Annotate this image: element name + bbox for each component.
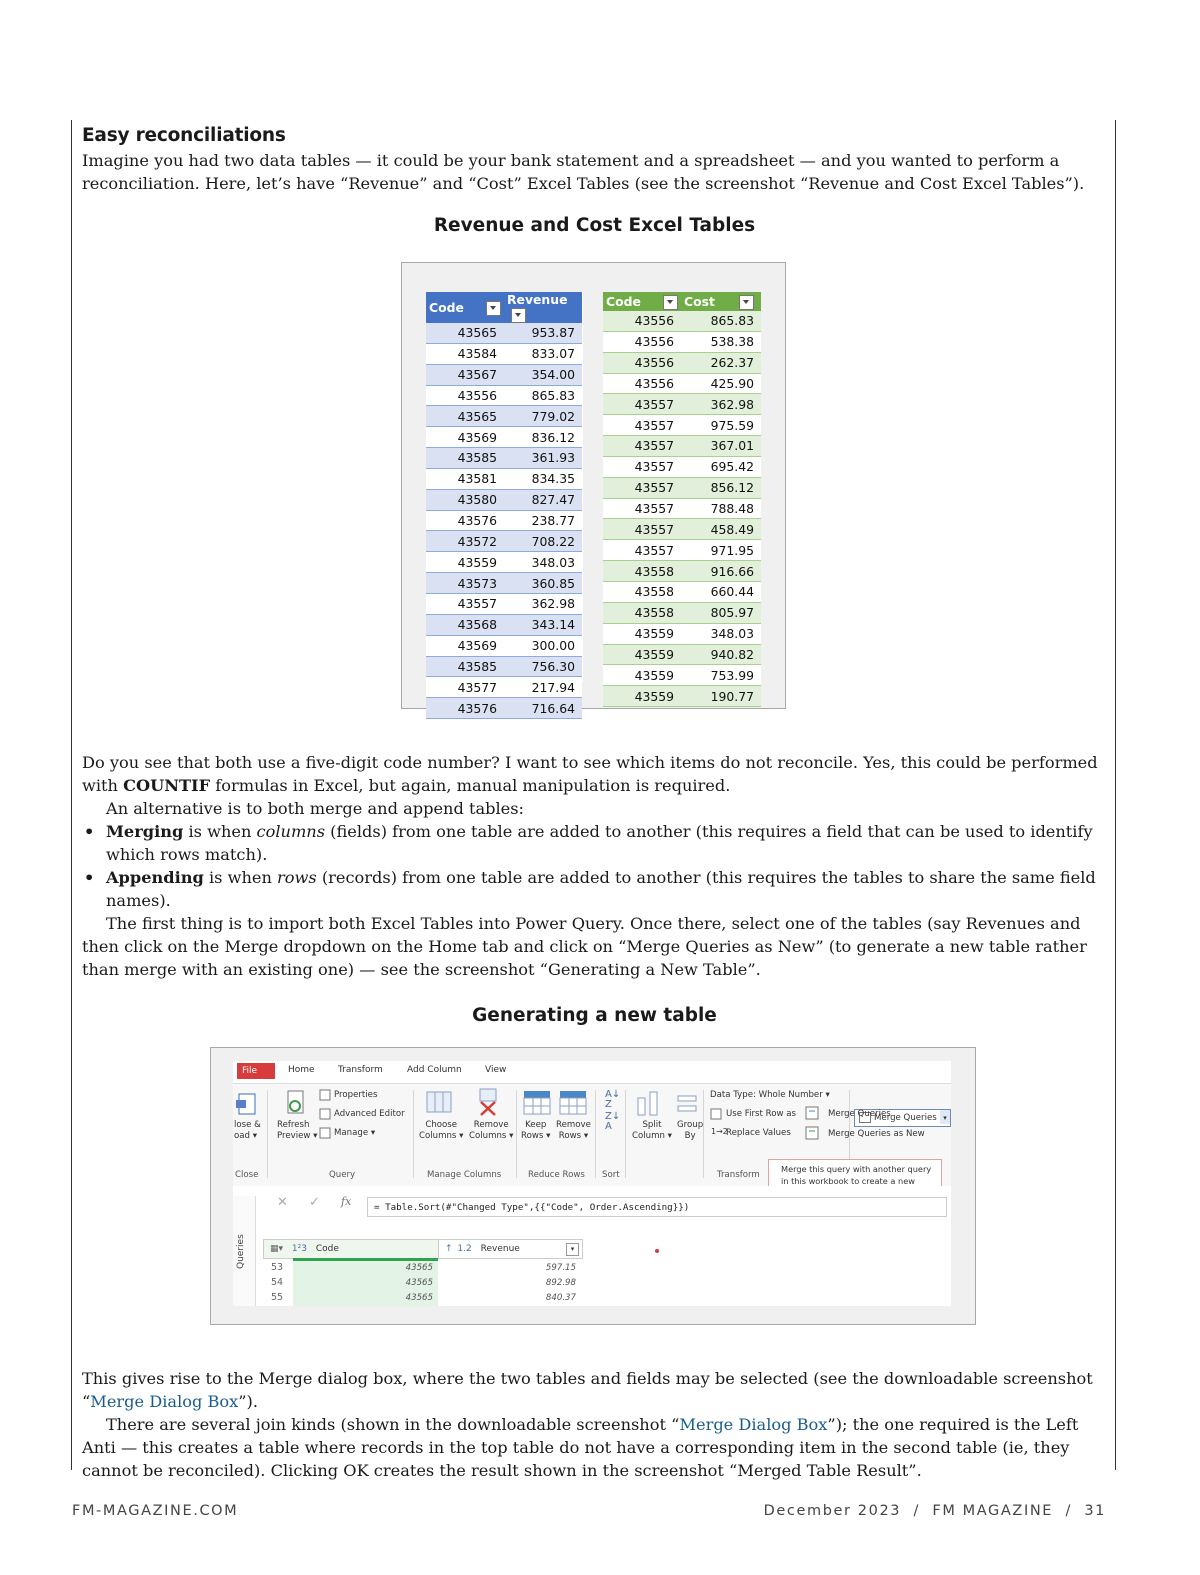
p4-text-b: ”). xyxy=(238,1392,259,1411)
group-label-query: Query xyxy=(329,1170,356,1180)
footer-site: FM-MAGAZINE.COM xyxy=(72,1503,239,1519)
refresh-preview-button[interactable]: Refresh Preview ▾ xyxy=(277,1120,318,1141)
revenue-code-cell: 43584 xyxy=(426,343,504,364)
chevron-down-icon: ▾ xyxy=(940,1110,950,1124)
right-column-rule xyxy=(1115,120,1116,1470)
cost-amount-cell: 865.83 xyxy=(681,311,761,331)
cost-row xyxy=(603,394,761,415)
remove-rows-button[interactable]: Remove Rows ▾ xyxy=(556,1120,591,1141)
tab-transform[interactable]: Transform xyxy=(338,1065,383,1075)
cost-amount-cell: 425.90 xyxy=(681,373,761,394)
cost-row xyxy=(603,498,761,519)
cost-row xyxy=(603,331,761,352)
bullet2-text-a: is when xyxy=(203,868,278,887)
figure1-screenshot xyxy=(401,262,786,716)
revenue-row xyxy=(426,531,582,552)
ribbon-separator xyxy=(703,1090,704,1178)
revenue-amount-cell: 360.85 xyxy=(504,573,582,594)
revenue-row xyxy=(426,489,582,510)
tab-view[interactable]: View xyxy=(485,1065,507,1075)
revenue-cell[interactable]: 840.37 xyxy=(545,1293,576,1303)
cost-row xyxy=(603,311,761,331)
code-header-label: Code xyxy=(315,1244,339,1254)
revenue-row xyxy=(426,427,582,448)
cost-code-cell: 43557 xyxy=(603,519,681,540)
group-label-close: Close xyxy=(235,1170,259,1180)
cost-code-cell: 43556 xyxy=(603,373,681,394)
revenue-code-cell: 43581 xyxy=(426,468,504,489)
cost-code-cell: 43557 xyxy=(603,498,681,519)
fx-icon: fx xyxy=(341,1195,352,1208)
cost-amount-cell: 916.66 xyxy=(681,561,761,582)
revenue-row xyxy=(426,614,582,635)
revenue-row xyxy=(426,656,582,677)
cursor-dot xyxy=(655,1249,659,1253)
merge-dialog-link-2[interactable]: Merge Dialog Box xyxy=(679,1415,828,1434)
cost-row xyxy=(603,477,761,498)
revenue-code-cell: 43556 xyxy=(426,385,504,406)
cost-code-cell: 43559 xyxy=(603,665,681,686)
ribbon-tabs xyxy=(233,1061,951,1083)
revenue-amount-cell: 343.14 xyxy=(504,614,582,635)
ribbon-separator xyxy=(413,1090,414,1178)
revenue-row xyxy=(426,510,582,531)
remove-columns-button[interactable]: Remove Columns ▾ xyxy=(469,1120,514,1141)
power-query-window xyxy=(233,1061,951,1306)
cost-row xyxy=(603,436,761,457)
cost-row xyxy=(603,540,761,561)
revenue-code-cell: 43576 xyxy=(426,698,504,719)
sort-ascending-icon[interactable]: A↓ Z xyxy=(605,1089,621,1110)
revenue-row xyxy=(426,593,582,614)
formula-bar-area xyxy=(233,1186,951,1238)
revenue-table-wrap xyxy=(426,292,583,716)
revenue-amount-cell: 300.00 xyxy=(504,635,582,656)
cost-amount-cell: 367.01 xyxy=(681,436,761,457)
merge-tooltip: Merge this query with another query in this workbook to create a new xyxy=(768,1159,942,1205)
revenue-code-cell: 43568 xyxy=(426,614,504,635)
formula-input[interactable]: = Table.Sort(#"Changed Type",{{"Code", Order.Ascending}}) xyxy=(367,1197,947,1217)
p5-text-a: There are several join kinds (shown in the downloadable screenshot “ xyxy=(106,1415,680,1434)
cost-code-cell: 43556 xyxy=(603,331,681,352)
p4-text-a: This gives rise to the Merge dialog box, where the two tables and fields may be selected (see the downloadable screenshot “ xyxy=(82,1369,1093,1411)
close-load-button[interactable]: lose & oad ▾ xyxy=(234,1120,261,1141)
ribbon-separator xyxy=(625,1090,626,1178)
cost-code-cell: 43557 xyxy=(603,436,681,457)
merge-queries-as-new-menu-item[interactable]: Merge Queries as New xyxy=(828,1129,925,1139)
cost-code-cell: 43557 xyxy=(603,415,681,436)
revenue-amount-cell: 833.07 xyxy=(504,343,582,364)
cost-code-cell: 43558 xyxy=(603,602,681,623)
cost-row xyxy=(603,352,761,373)
ribbon-separator xyxy=(267,1090,268,1178)
revenue-code-cell: 43572 xyxy=(426,531,504,552)
cost-code-cell: 43559 xyxy=(603,686,681,707)
paragraph-alternative: An alternative is to both merge and append tables: xyxy=(106,799,525,818)
cost-amount-cell: 262.37 xyxy=(681,352,761,373)
choose-columns-button[interactable]: Choose Columns ▾ xyxy=(419,1120,464,1141)
appending-term: Appending xyxy=(106,868,204,887)
revenue-code-cell: 43569 xyxy=(426,427,504,448)
bullet2-italic: rows xyxy=(277,868,317,887)
revenue-row xyxy=(426,468,582,489)
revenue-code-cell: 43559 xyxy=(426,552,504,573)
revenue-row xyxy=(426,448,582,469)
group-label-sort: Sort xyxy=(602,1170,620,1180)
cost-code-cell: 43559 xyxy=(603,623,681,644)
revenue-amount-cell: 361.93 xyxy=(504,448,582,469)
cost-amount-cell: 805.97 xyxy=(681,602,761,623)
paragraph-countif xyxy=(82,751,1107,797)
bullet-list xyxy=(82,820,1107,912)
queries-pane[interactable] xyxy=(233,1196,256,1306)
advanced-editor-button[interactable]: Advanced Editor xyxy=(334,1109,405,1119)
cost-amount-cell: 975.59 xyxy=(681,415,761,436)
refresh-icon xyxy=(283,1088,307,1118)
revenue-amount-cell: 834.35 xyxy=(504,468,582,489)
revenue-amount-cell: 836.12 xyxy=(504,427,582,448)
confirm-icon[interactable]: ✓ xyxy=(309,1195,320,1210)
revenue-code-cell: 43585 xyxy=(426,448,504,469)
revenue-amount-cell: 238.77 xyxy=(504,510,582,531)
revenue-code-cell: 43565 xyxy=(426,406,504,427)
merge-queries-menu-item[interactable]: Merge Queries xyxy=(828,1109,891,1119)
figure2-title: Generating a new table xyxy=(472,1005,717,1026)
queries-label: Queries xyxy=(236,1234,246,1269)
cost-code-cell: 43556 xyxy=(603,352,681,373)
cost-row xyxy=(603,623,761,644)
close-load-icon xyxy=(235,1090,259,1118)
revenue-amount-cell: 779.02 xyxy=(504,406,582,427)
cost-code-cell: 43557 xyxy=(603,456,681,477)
choose-columns-icon xyxy=(426,1090,452,1114)
header-label: Cost xyxy=(684,293,715,309)
merge-queries-icon xyxy=(805,1106,819,1120)
countif-keyword: COUNTIF xyxy=(123,776,211,795)
cost-amount-cell: 695.42 xyxy=(681,456,761,477)
code-cell[interactable]: 43565 xyxy=(405,1293,433,1303)
revenue-amount-cell: 354.00 xyxy=(504,364,582,385)
keep-rows-icon xyxy=(523,1090,551,1116)
header-label: Code xyxy=(429,299,464,315)
revenue-code-cell: 43573 xyxy=(426,573,504,594)
keep-rows-button[interactable]: Keep Rows ▾ xyxy=(521,1120,551,1141)
filter-dropdown-icon[interactable] xyxy=(486,301,501,316)
revenue-code-cell: 43580 xyxy=(426,489,504,510)
column-header-code[interactable] xyxy=(263,1239,440,1259)
revenue-table-body xyxy=(426,323,582,719)
filter-dropdown-icon[interactable] xyxy=(511,308,526,323)
revenue-code-cell: 43567 xyxy=(426,364,504,385)
revenue-amount-cell: 756.30 xyxy=(504,656,582,677)
revenue-row xyxy=(426,635,582,656)
sort-asc-icon: ↑ xyxy=(445,1244,453,1254)
cost-row xyxy=(603,644,761,665)
ribbon-separator xyxy=(595,1090,596,1178)
revenue-amount-cell: 348.03 xyxy=(504,552,582,573)
p1-text-a: Do you see that both use a five-digit code number? I want to see which items do not reconcile. Yes, this could be performed with xyxy=(82,753,1098,795)
group-label-manage-columns: Manage Columns xyxy=(427,1170,502,1180)
bullet1-italic: columns xyxy=(256,822,326,841)
row-number: 53 xyxy=(271,1262,284,1273)
bullet1-text-c: (fields) from one table are added to another (this requires a field that can be used to identify which rows match). xyxy=(106,822,1093,864)
split-column-button[interactable]: Split Column ▾ xyxy=(632,1120,672,1141)
column-filter-icon[interactable]: ▾ xyxy=(566,1243,579,1256)
revenue-amount-cell: 827.47 xyxy=(504,489,582,510)
use-first-row-icon xyxy=(710,1108,722,1120)
revenue-row xyxy=(426,364,582,385)
intro-paragraph: Imagine you had two data tables — it could be your bank statement and a spreadsheet — and you wanted to perform a reconciliation. Here, let’s have “Revenue” and “Cost” Excel Tables (see the screenshot “Revenue and Cost Excel Tables”). xyxy=(82,151,1085,193)
revenue-code-cell: 43569 xyxy=(426,635,504,656)
cost-amount-cell: 753.99 xyxy=(681,665,761,686)
figure1-title: Revenue and Cost Excel Tables xyxy=(433,215,756,236)
data-preview-grid xyxy=(263,1239,951,1306)
p1-text-c: formulas in Excel, but again, manual manipulation is required. xyxy=(210,776,731,795)
paragraph-join-kinds xyxy=(82,1413,1107,1482)
remove-columns-icon xyxy=(476,1088,500,1116)
cost-code-cell: 43558 xyxy=(603,581,681,602)
cost-code-cell: 43558 xyxy=(603,561,681,582)
cost-row xyxy=(603,602,761,623)
header-label: Revenue xyxy=(507,292,568,307)
sort-descending-icon[interactable]: Z↓ A xyxy=(605,1111,621,1132)
tab-add-column[interactable]: Add Column xyxy=(407,1065,462,1075)
revenue-table xyxy=(426,292,582,719)
revenue-amount-cell: 865.83 xyxy=(504,385,582,406)
type-decimal-icon: 1.2 xyxy=(457,1244,472,1254)
cost-amount-cell: 190.77 xyxy=(681,686,761,707)
group-by-icon xyxy=(676,1094,698,1114)
data-type-dropdown[interactable]: Data Type: Whole Number ▾ xyxy=(710,1090,830,1100)
cost-amount-cell: 538.38 xyxy=(681,331,761,352)
merge-dialog-link-1[interactable]: Merge Dialog Box xyxy=(90,1392,239,1411)
properties-button[interactable]: Properties xyxy=(334,1090,378,1100)
row-number: 54 xyxy=(271,1277,284,1288)
type-whole-number-icon: 1²3 xyxy=(291,1244,307,1254)
bullet2-text-c: (records) from one table are added to another (this requires the tables to share the same field names). xyxy=(106,868,1096,910)
cost-col-code-header[interactable] xyxy=(603,292,681,311)
cost-col-cost-header[interactable] xyxy=(681,292,761,311)
revenue-amount-cell: 953.87 xyxy=(504,323,582,343)
code-cell[interactable]: 43565 xyxy=(405,1263,433,1273)
revenue-col-revenue-header[interactable] xyxy=(504,292,582,323)
cost-code-cell: 43557 xyxy=(603,477,681,498)
revenue-amount-cell: 716.64 xyxy=(504,698,582,719)
revenue-amount-cell: 362.98 xyxy=(504,593,582,614)
footer-issue-page: December 2023 / FM MAGAZINE / 31 xyxy=(763,1503,1106,1519)
revenue-row xyxy=(426,573,582,594)
left-column-rule xyxy=(71,120,72,1470)
table-icon: ▦▾ xyxy=(270,1244,284,1254)
row-number: 55 xyxy=(271,1292,284,1303)
revenue-col-code-header[interactable] xyxy=(426,292,504,323)
paragraph-import: The first thing is to import both Excel Tables into Power Query. Once there, select one of the tables (say Revenues and then click on the Merge dropdown on the Home tab and click on “Merge Queries as New” (to generate a new table rather than merge with an existing one) — see the screenshot “Generating a New Table”. xyxy=(82,914,1087,979)
properties-icon xyxy=(319,1089,331,1101)
figure2-screenshot xyxy=(210,1047,976,1325)
bullet-appending xyxy=(106,866,1107,912)
header-label: Code xyxy=(606,293,641,309)
revenue-code-cell: 43585 xyxy=(426,656,504,677)
cost-amount-cell: 660.44 xyxy=(681,581,761,602)
cost-amount-cell: 856.12 xyxy=(681,477,761,498)
revenue-row xyxy=(426,698,582,719)
cost-amount-cell: 940.82 xyxy=(681,644,761,665)
manage-button[interactable]: Manage ▾ xyxy=(334,1128,376,1138)
cost-row xyxy=(603,373,761,394)
cost-row xyxy=(603,561,761,582)
merge-queries-new-icon xyxy=(805,1126,819,1140)
revenue-row xyxy=(426,677,582,698)
tab-home[interactable]: Home xyxy=(288,1065,315,1075)
cost-amount-cell: 348.03 xyxy=(681,623,761,644)
filter-dropdown-icon[interactable] xyxy=(663,295,678,310)
advanced-editor-icon xyxy=(319,1108,331,1120)
code-cell[interactable]: 43565 xyxy=(405,1278,433,1288)
cost-code-cell: 43559 xyxy=(603,644,681,665)
cost-code-cell: 43557 xyxy=(603,540,681,561)
cost-row xyxy=(603,456,761,477)
revenue-row xyxy=(426,385,582,406)
merge-queries-dd-label: Merge Queries xyxy=(874,1113,937,1123)
remove-rows-icon xyxy=(559,1090,587,1116)
group-by-button[interactable]: Group By xyxy=(677,1120,704,1141)
cost-row xyxy=(603,415,761,436)
paragraph-merge-dialog xyxy=(82,1367,1107,1413)
cost-row xyxy=(603,686,761,707)
cost-table-wrap xyxy=(603,292,761,704)
revenue-cell[interactable]: 597.15 xyxy=(545,1263,576,1273)
revenue-row xyxy=(426,323,582,343)
cost-amount-cell: 971.95 xyxy=(681,540,761,561)
cancel-icon[interactable]: ✕ xyxy=(277,1195,288,1210)
split-column-icon xyxy=(635,1090,661,1116)
group-label-transform: Transform xyxy=(717,1170,760,1180)
revenue-amount-cell: 217.94 xyxy=(504,677,582,698)
revenue-row xyxy=(426,406,582,427)
merging-term: Merging xyxy=(106,822,184,841)
revenue-code-cell: 43576 xyxy=(426,510,504,531)
tab-file[interactable]: File xyxy=(237,1063,275,1079)
cost-amount-cell: 458.49 xyxy=(681,519,761,540)
revenue-header-label: Revenue xyxy=(480,1244,520,1254)
bullet1-text-a: is when xyxy=(183,822,257,841)
cost-row xyxy=(603,581,761,602)
bullet-merging xyxy=(106,820,1107,866)
manage-icon xyxy=(319,1127,331,1139)
cost-row xyxy=(603,519,761,540)
cost-code-cell: 43556 xyxy=(603,311,681,331)
group-label-reduce-rows: Reduce Rows xyxy=(528,1170,585,1180)
revenue-row xyxy=(426,552,582,573)
cost-code-cell: 43557 xyxy=(603,394,681,415)
revenue-row xyxy=(426,343,582,364)
cost-table xyxy=(603,292,761,707)
revenue-code-cell: 43557 xyxy=(426,593,504,614)
section-heading: Easy reconciliations xyxy=(82,125,286,146)
replace-values-icon: 1→2 xyxy=(711,1127,728,1136)
revenue-amount-cell: 708.22 xyxy=(504,531,582,552)
revenue-code-cell: 43577 xyxy=(426,677,504,698)
cost-row xyxy=(603,665,761,686)
replace-values-button[interactable]: Replace Values xyxy=(726,1128,791,1138)
cost-table-body xyxy=(603,311,761,707)
p5-text-b: ”); the one required is the Left Anti — this creates a table where records in the top table do not have a corresponding item in the second table (ie, they cannot be reconciled). Clicking OK creates the result shown in the screenshot “Merged Table Result”. xyxy=(82,1415,1079,1480)
ribbon-separator xyxy=(516,1090,517,1178)
revenue-code-cell: 43565 xyxy=(426,323,504,343)
cost-amount-cell: 362.98 xyxy=(681,394,761,415)
revenue-cell[interactable]: 892.98 xyxy=(545,1278,576,1288)
column-header-revenue[interactable] xyxy=(438,1239,583,1259)
use-first-row-button[interactable]: Use First Row as xyxy=(726,1109,796,1119)
cost-amount-cell: 788.48 xyxy=(681,498,761,519)
filter-dropdown-icon[interactable] xyxy=(739,295,754,310)
